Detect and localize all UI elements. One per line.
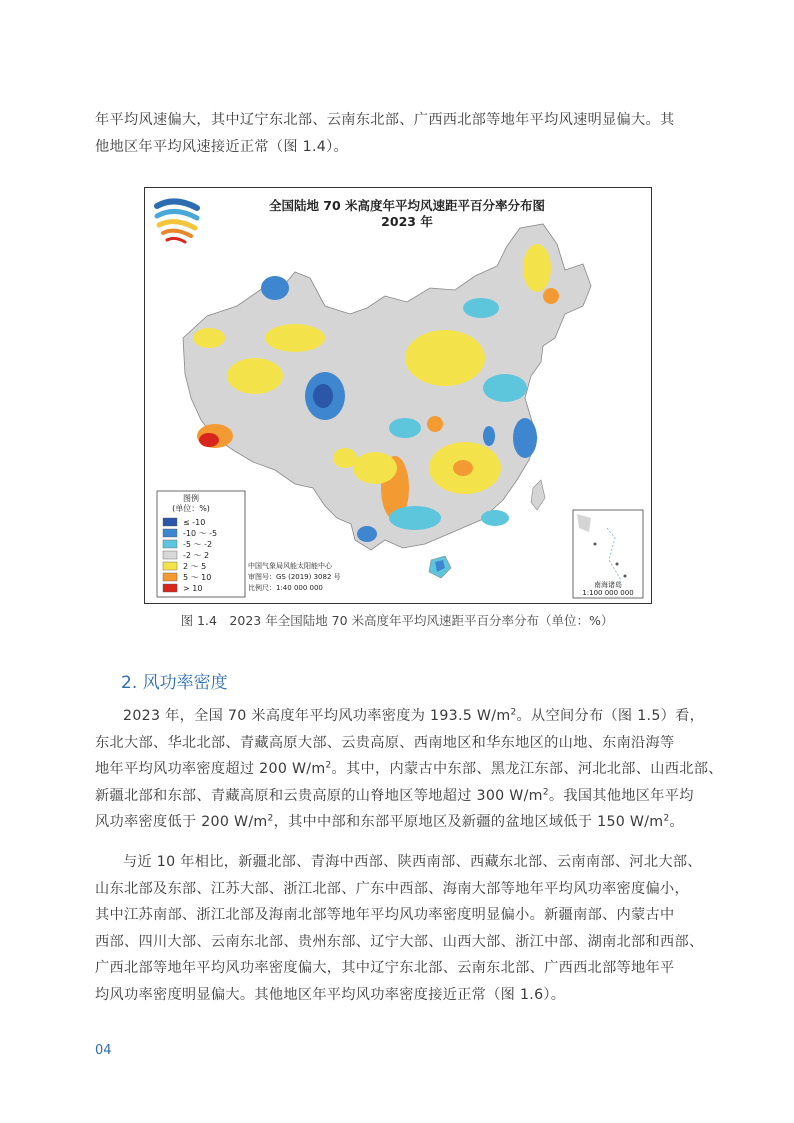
para3-line-1: 与近 10 年相比，新疆北部、青海中西部、陕西南部、西藏东北部、云南南部、河北大部、 bbox=[123, 854, 702, 870]
superscript: 2 bbox=[542, 786, 549, 797]
legend-title: 图例 bbox=[183, 494, 199, 503]
south-china-sea-inset bbox=[573, 510, 643, 598]
legend-label: ≤ -10 bbox=[183, 518, 206, 527]
para3-line-3: 其中江苏南部、浙江北部及海南北部等地年平均风功率密度明显偏小。新疆南部、内蒙古中 bbox=[95, 907, 675, 923]
credit-org: 中国气象局风能太阳能中心 bbox=[248, 562, 332, 570]
legend-swatch bbox=[163, 562, 177, 570]
para3-line-6: 均风功率密度明显偏大。其他地区年平均风功率密度接近正常（图 1.6）。 bbox=[95, 986, 566, 1003]
para2-line-3 bbox=[95, 756, 723, 783]
comparison-paragraph bbox=[95, 849, 704, 1008]
legend-label: -2 ～ 2 bbox=[183, 551, 210, 560]
credit-scale: 比例尺：1:40 000 000 bbox=[248, 584, 323, 592]
text-segment: 2023 年，全国 70 米高度年平均风功率密度为 193.5 W/m bbox=[123, 708, 511, 724]
cma-logo bbox=[157, 201, 197, 242]
para2-line-4 bbox=[95, 783, 701, 810]
text-segment: 。 bbox=[669, 814, 684, 830]
text-segment: 。我国其他地区年平均 bbox=[548, 787, 694, 804]
map-legend bbox=[157, 491, 245, 597]
para2-line-5 bbox=[95, 809, 701, 836]
legend-unit: (单位：%) bbox=[172, 504, 210, 513]
text-segment: 地年平均风功率密度超过 200 W/m bbox=[95, 761, 326, 777]
intro-line-1: 年平均风速偏大，其中辽宁东北部、云南东北部、广西西北部等地年平均风速明显偏大。其 bbox=[95, 112, 675, 128]
legend-swatch bbox=[163, 529, 177, 537]
text-segment: 东北大部、华北北部、青藏高原大部、云贵高原、西南地区和华东地区的山地、东南沿海等 bbox=[95, 734, 675, 751]
para2-line-2 bbox=[95, 730, 701, 757]
legend-swatch bbox=[163, 540, 177, 548]
legend-swatch bbox=[163, 573, 177, 581]
superscript: 2 bbox=[663, 813, 670, 824]
text-segment: 新疆北部和东部、青藏高原和云贵高原的山脊地区等地超过 300 W/m bbox=[95, 787, 543, 804]
legend-label: 5 ～ 10 bbox=[183, 573, 212, 582]
section-heading: 2. 风功率密度 bbox=[121, 673, 228, 693]
map-svg bbox=[145, 188, 651, 603]
wind-speed-anomaly-map-figure bbox=[144, 187, 652, 604]
para2-line-1 bbox=[95, 703, 705, 730]
map-year: 2023 年 bbox=[381, 214, 433, 229]
superscript: 2 bbox=[267, 813, 274, 824]
intro-paragraph bbox=[95, 107, 701, 160]
inset-scale: 1:100 000 000 bbox=[582, 589, 634, 597]
legend-label: -5 ～ -2 bbox=[183, 540, 213, 549]
legend-label: 2 ～ 5 bbox=[183, 562, 207, 571]
inset-label: 南海诸岛 bbox=[594, 581, 622, 589]
legend-swatch bbox=[163, 551, 177, 559]
page-number: 04 bbox=[95, 1043, 112, 1058]
text-segment: 风功率密度低于 200 W/m bbox=[95, 814, 268, 830]
intro-line-2: 他地区年平均风速接近正常（图 1.4）。 bbox=[95, 138, 348, 155]
map-title: 全国陆地 70 米高度年平均风速距平百分率分布图 bbox=[268, 198, 546, 213]
figure-caption: 图 1.4 2023 年全国陆地 70 米高度年平均风速距平百分率分布（单位：%） bbox=[180, 613, 614, 628]
legend-label: > 10 bbox=[183, 584, 203, 593]
legend-swatch bbox=[163, 518, 177, 526]
superscript: 2 bbox=[325, 760, 332, 771]
para3-line-5: 广西北部等地年平均风功率密度偏大，其中辽宁东北部、云南东北部、广西西北部等地年平 bbox=[95, 960, 675, 976]
text-segment: 。从空间分布（图 1.5）看， bbox=[516, 708, 705, 724]
text-segment: 。其中，内蒙古中东部、黑龙江东部、河北北部、山西北部、 bbox=[331, 761, 723, 777]
superscript: 2 bbox=[510, 707, 517, 718]
legend-swatch bbox=[163, 584, 177, 592]
para3-line-2: 山东北部及东部、江苏大部、浙江北部、广东中西部、海南大部等地年平均风功率密度偏小， bbox=[95, 880, 689, 897]
para3-line-4: 西部、四川大部、云南东北部、贵州东部、辽宁大部、山西大部、浙江中部、湖南北部和西部、 bbox=[95, 933, 704, 950]
wind-power-density-paragraph bbox=[95, 703, 723, 836]
text-segment: ，其中中部和东部平原地区及新疆的盆地区域低于 150 W/m bbox=[273, 814, 664, 830]
credit-review: 审图号：GS (2019) 3082 号 bbox=[248, 573, 341, 581]
legend-label: -10 ～ -5 bbox=[183, 529, 218, 538]
